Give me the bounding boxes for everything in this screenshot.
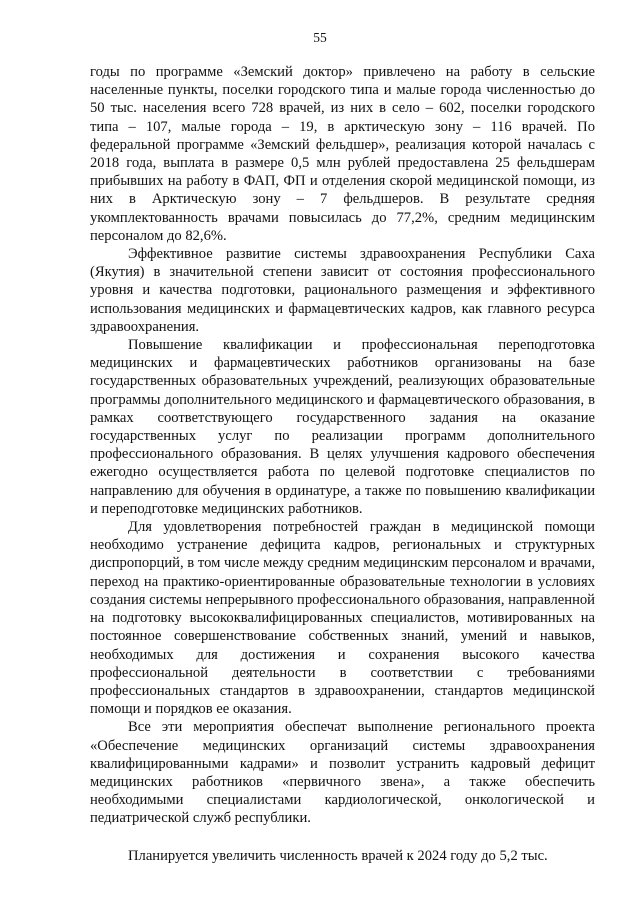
document-body <box>90 63 595 865</box>
page-number: 55 <box>313 30 327 45</box>
paragraph-regional-project: Все эти мероприятия обеспечат выполнение регионального проекта «Обеспечение медицинских организаций системы здравоохранения квалифицированными кадрами» и позволит устранить кадровый дефицит медицинских работников «первичного звена», а также обеспечить необходимыми специалистами кардиологической, онкологической и педиатрической служб республики. <box>90 719 595 827</box>
paragraph-qualification-training: Повышение квалификации и профессиональная переподготовка медицинских и фармацевтических работников организованы на базе государственных образовательных учреждений, реализующих образовательные программы дополнительного медицинского и фармацевтического образования, в рамках соответствующего государственного задания на оказание государственных услуг по реализации программ дополнительного профессионального образования. В целях улучшения кадрового обеспечения ежегодно осуществляется работа по целевой подготовке специалистов по направлению для обучения в ординатуре, а также по повышению квалификации и переподготовке медицинских работников. <box>90 337 595 517</box>
paragraph-zemsky-programs: годы по программе «Земский доктор» привлечено на работу в сельские населенные пункты, поселки городского типа и малые города численностью до 50 тыс. населения всего 728 врачей, из них в село – 602, поселки городского типа – 107, малые города – 19, в арктическую зону – 116 врачей. По федеральной программе «Земский фельдшер», реализация которой началась с 2018 года, выплата в размере 0,5 млн рублей предоставлена 25 фельдшерам прибывших на работу в ФАП, ФП и отделения скорой медицинской помощи, из них в Арктическую зону – 7 фельдшеров. В результате средняя укомплектованность врачами повысилась до 77,2%, средним медицинским персоналом до 82,6%. <box>90 64 595 244</box>
paragraph-doctor-plan: Планируется увеличить численность врачей к 2024 году до 5,2 тыс. <box>128 847 548 864</box>
paragraph-staff-deficit: Для удовлетворения потребностей граждан в медицинской помощи необходимо устранение дефицита кадров, региональных и структурных диспропорций, в том числе между средним медицинским персоналом и врачами, переход на практико-ориентированные образовательные технологии в условиях создания системы непрерывного профессионального образования, направленной на подготовку высококвалифицированных специалистов, мотивированных на постоянное совершенствование собственных знаний, умений и навыков, необходимых для достижения и сохранения высокого качества профессиональной деятельности в соответствии с требованиями профессиональных стандартов в здравоохранении, стандартов медицинской помощи и порядков ее оказания. <box>90 519 595 718</box>
paragraph-healthcare-development: Эффективное развитие системы здравоохранения Республики Саха (Якутия) в значительной степени зависит от состояния профессионального уровня и качества подготовки, рационального размещения и эффективного использования медицинских и фармацевтических кадров, как главного ресурса здравоохранения. <box>90 246 595 335</box>
